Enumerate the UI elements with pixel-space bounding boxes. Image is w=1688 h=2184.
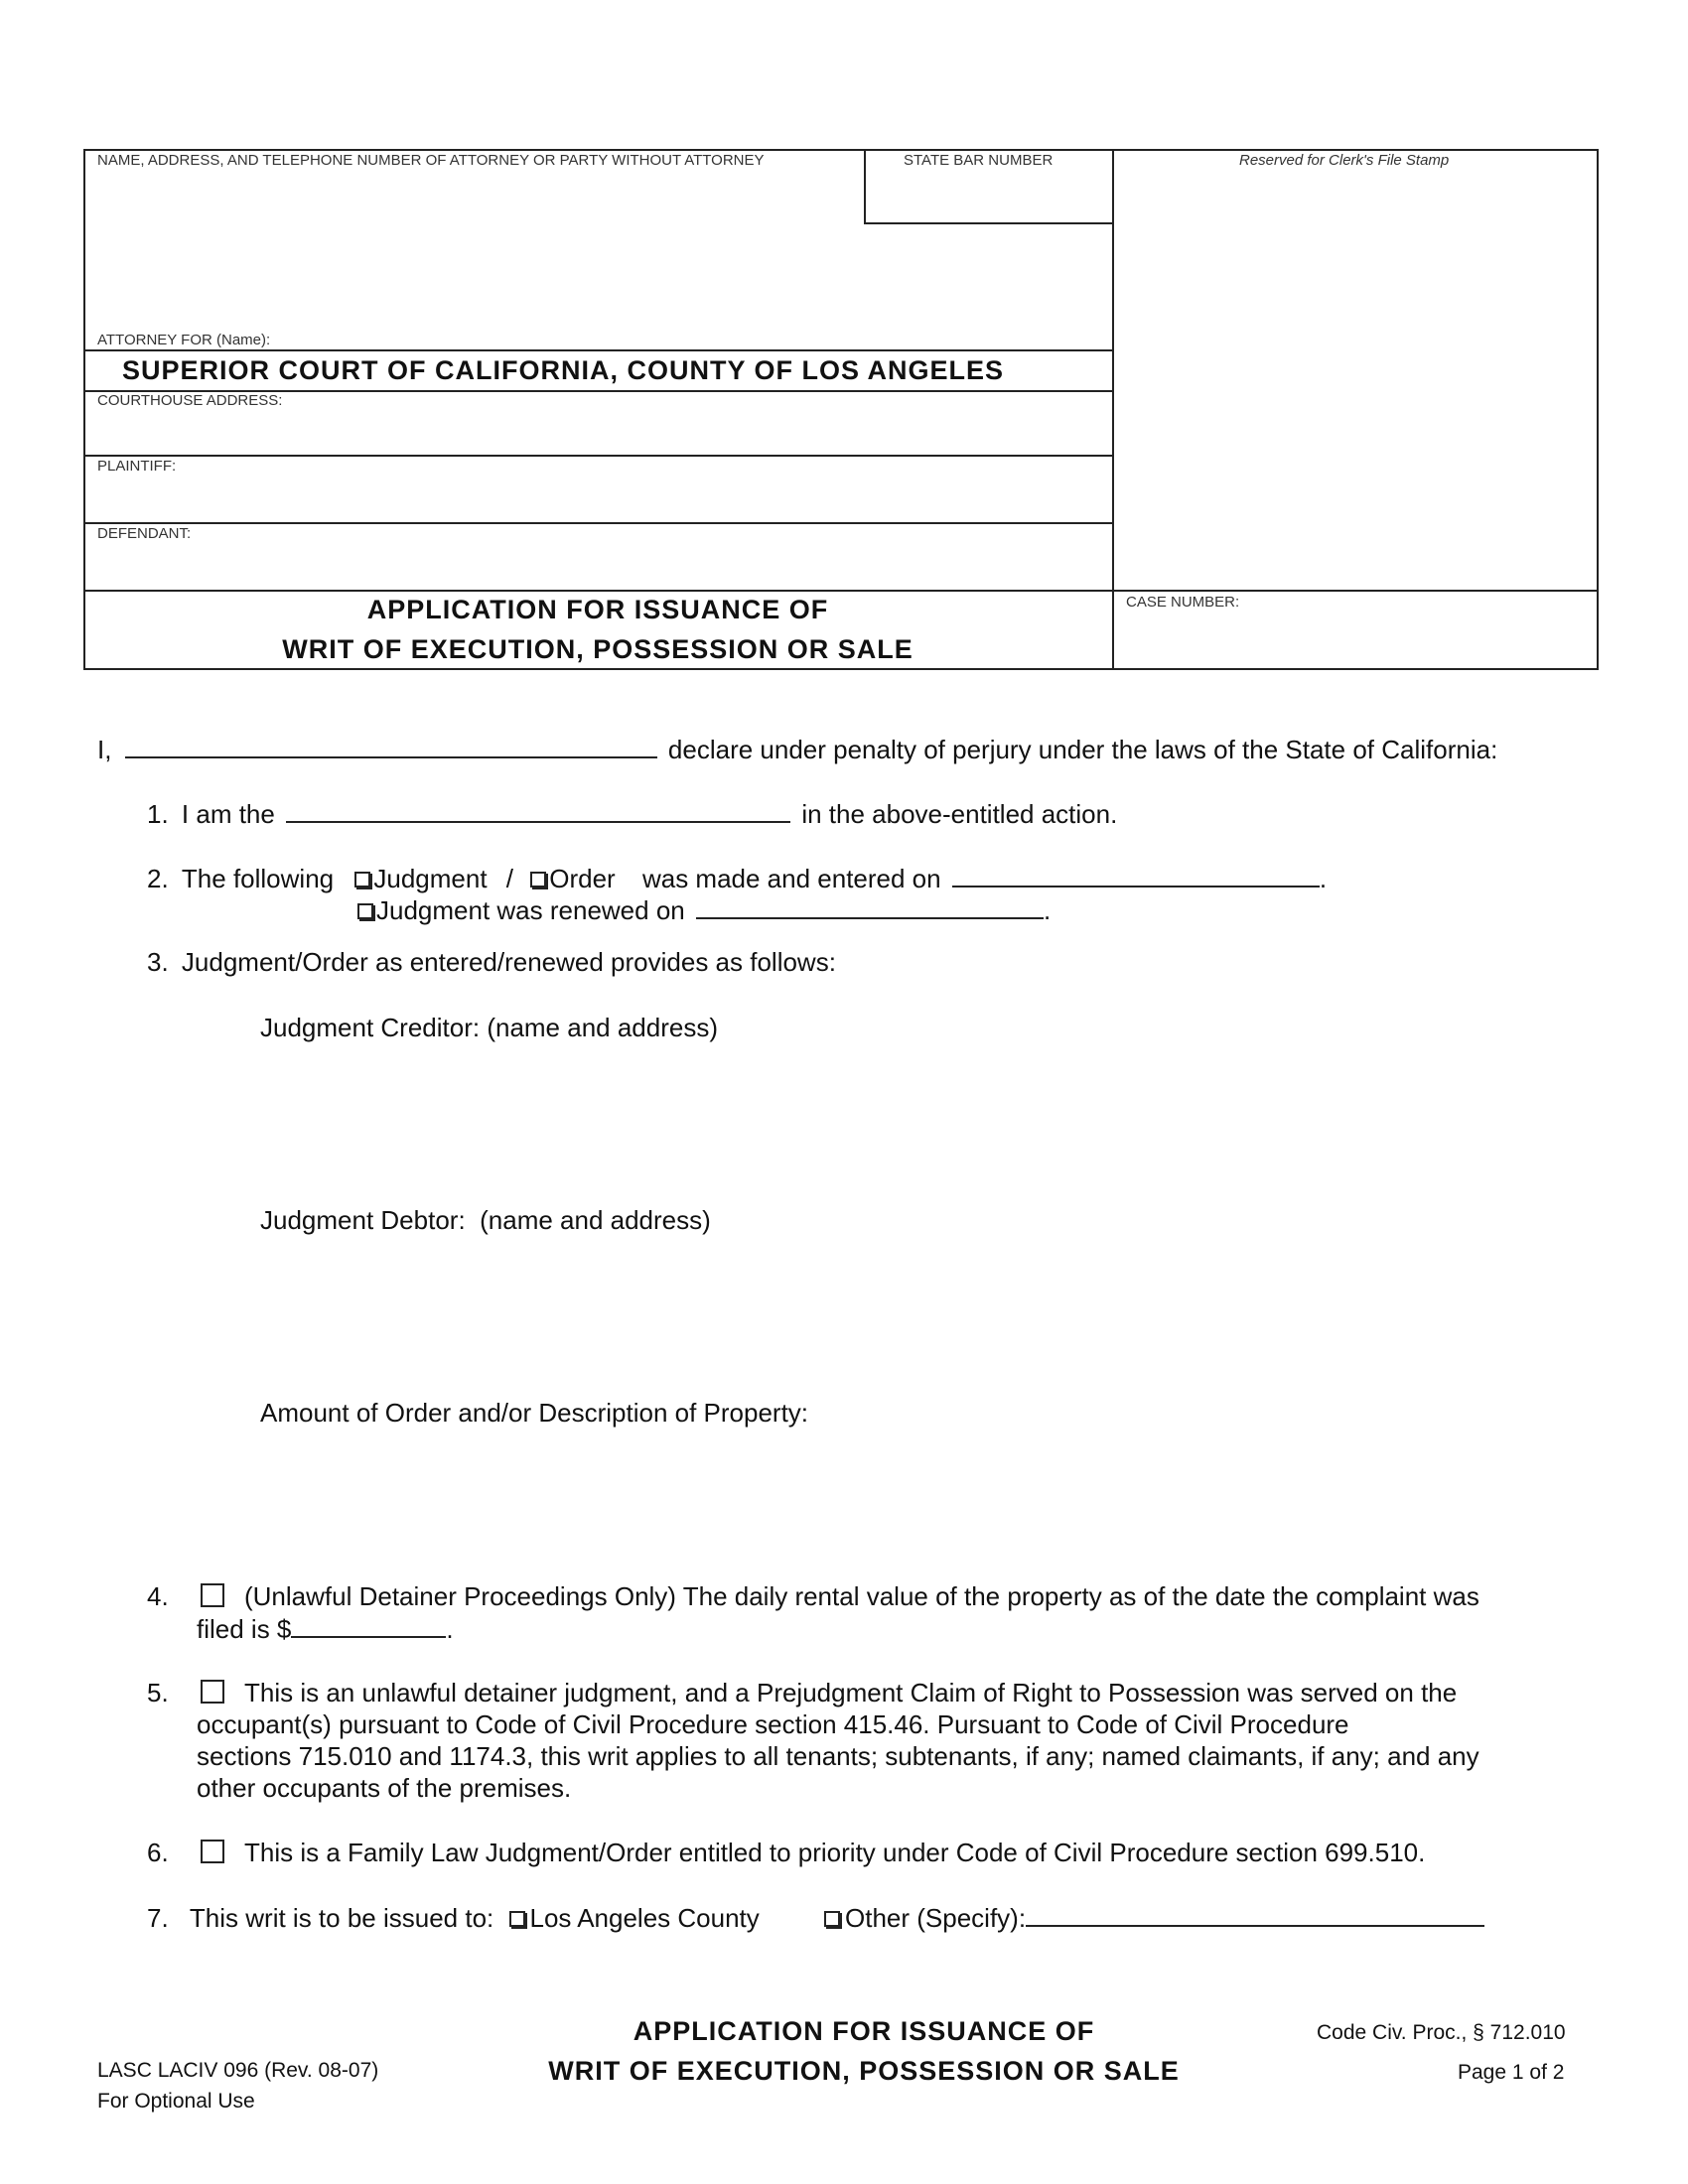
- declaration-prefix: I,: [97, 735, 112, 764]
- caption-title-line2: WRIT OF EXECUTION, POSSESSION OR SALE: [282, 634, 914, 664]
- amount-description-label: Amount of Order and/or Description of Property:: [260, 1398, 809, 1428]
- item-2: [147, 862, 1327, 894]
- courthouse-row-bottom: [83, 455, 1114, 457]
- footer-optional: For Optional Use: [97, 2090, 255, 2113]
- amount-description-field[interactable]: [260, 1433, 1551, 1563]
- footer-form-id: LASC LACIV 096 (Rev. 08-07): [97, 2059, 379, 2082]
- item-5-line4: other occupants of the premises.: [197, 1773, 572, 1803]
- item-1-pre: I am the: [181, 799, 275, 829]
- state-bar-label: STATE BAR NUMBER: [904, 152, 1054, 169]
- item-3-number: 3.: [147, 947, 169, 977]
- footer-title-line2: WRIT OF EXECUTION, POSSESSION OR SALE: [548, 2056, 1180, 2086]
- item-5-line3: sections 715.010 and 1174.3, this writ applies to all tenants; subtenants, if any; named claimants, if any; and any: [197, 1741, 1479, 1771]
- clerk-stamp-label: Reserved for Clerk's File Stamp: [1239, 152, 1450, 169]
- judgment-creditor-field[interactable]: [260, 1048, 1551, 1187]
- declarant-name-field[interactable]: [125, 733, 657, 758]
- item-5-line2: occupant(s) pursuant to Code of Civil Procedure section 415.46. Pursuant to Code of Civil Procedure: [197, 1709, 1349, 1739]
- state-bar-bottom: [864, 222, 1114, 224]
- caption-divider: [1112, 149, 1114, 670]
- declaration-line: [97, 733, 1497, 765]
- courthouse-address-label: COURTHOUSE ADDRESS:: [97, 392, 283, 409]
- item-2-entered: was made and entered on: [641, 864, 941, 893]
- item-6-text: This is a Family Law Judgment/Order entitled to priority under Code of Civil Procedure section 699.510.: [244, 1838, 1426, 1867]
- footer-title: [467, 2011, 1261, 2091]
- item-4-period: .: [446, 1614, 454, 1644]
- item-7: [147, 1901, 1484, 1934]
- entered-date-field[interactable]: [952, 862, 1320, 887]
- footer-title-line1: APPLICATION FOR ISSUANCE OF: [633, 2016, 1095, 2046]
- item-2-renewed: Judgment was renewed on: [376, 895, 685, 925]
- los-angeles-county-checkbox[interactable]: [509, 1911, 525, 1927]
- other-checkbox[interactable]: [824, 1911, 840, 1927]
- item-6-number: 6.: [147, 1838, 169, 1867]
- item-2-renewed-line: [357, 893, 1051, 926]
- item-4-line2: [197, 1612, 454, 1645]
- item-2-order: Order: [549, 864, 616, 893]
- court-row-top: [83, 349, 1114, 351]
- footer-code: Code Civ. Proc., § 712.010: [1317, 2021, 1566, 2044]
- case-number-label: CASE NUMBER:: [1126, 594, 1240, 611]
- item-4-number: 4.: [147, 1581, 169, 1611]
- caption-title-line1: APPLICATION FOR ISSUANCE OF: [366, 595, 829, 624]
- item-2-pre: The following: [181, 864, 335, 893]
- item-1-post: in the above-entitled action.: [801, 799, 1118, 829]
- party-role-field[interactable]: [286, 797, 790, 823]
- judgment-debtor-label: Judgment Debtor: (name and address): [260, 1205, 711, 1235]
- attorney-label: NAME, ADDRESS, AND TELEPHONE NUMBER OF ATTORNEY OR PARTY WITHOUT ATTORNEY: [97, 152, 765, 169]
- item-5-number: 5.: [147, 1678, 169, 1707]
- defendant-label: DEFENDANT:: [97, 525, 192, 542]
- item-7-other: Other (Specify):: [845, 1903, 1027, 1933]
- item-7-la: Los Angeles County: [529, 1903, 760, 1933]
- item-2-number: 2.: [147, 864, 169, 893]
- item-5-checkbox[interactable]: [201, 1680, 224, 1704]
- state-bar-divider: [864, 149, 866, 224]
- item-2-period: .: [1319, 864, 1328, 893]
- other-specify-field[interactable]: [1026, 1901, 1484, 1927]
- footer-page: Page 1 of 2: [1458, 2061, 1565, 2084]
- item-6-checkbox[interactable]: [201, 1840, 224, 1863]
- item-5-line1: This is an unlawful detainer judgment, and a Prejudgment Claim of Right to Possession was served on the: [244, 1678, 1458, 1707]
- court-name: SUPERIOR COURT OF CALIFORNIA, COUNTY OF LOS ANGELES: [122, 355, 1005, 385]
- plaintiff-label: PLAINTIFF:: [97, 458, 177, 475]
- item-4-line1: (Unlawful Detainer Proceedings Only) The daily rental value of the property as of the date the complaint was: [244, 1581, 1479, 1611]
- renewed-checkbox[interactable]: [357, 903, 373, 919]
- rental-value-field[interactable]: [291, 1612, 446, 1638]
- plaintiff-row-bottom: [83, 522, 1114, 524]
- item-2-judgment: Judgment: [373, 864, 488, 893]
- judgment-creditor-label: Judgment Creditor: (name and address): [260, 1013, 719, 1042]
- item-7-number: 7.: [147, 1903, 169, 1933]
- judgment-debtor-field[interactable]: [260, 1241, 1551, 1380]
- attorney-for-label: ATTORNEY FOR (Name):: [97, 332, 271, 348]
- caption-title: [83, 590, 1112, 669]
- item-3: [147, 946, 836, 978]
- item-2-renewed-period: .: [1043, 895, 1052, 925]
- item-4-checkbox[interactable]: [201, 1583, 224, 1607]
- item-4-filed: filed is $: [197, 1614, 292, 1644]
- item-1: [147, 797, 1117, 830]
- item-1-number: 1.: [147, 799, 169, 829]
- item-3-text: Judgment/Order as entered/renewed provides as follows:: [181, 947, 836, 977]
- order-checkbox[interactable]: [530, 872, 546, 887]
- renewed-date-field[interactable]: [696, 893, 1044, 919]
- item-7-text: This writ is to be issued to:: [189, 1903, 494, 1933]
- declaration-suffix: declare under penalty of perjury under the laws of the State of California:: [667, 735, 1498, 764]
- item-2-slash: /: [505, 864, 514, 893]
- judgment-checkbox[interactable]: [354, 872, 370, 887]
